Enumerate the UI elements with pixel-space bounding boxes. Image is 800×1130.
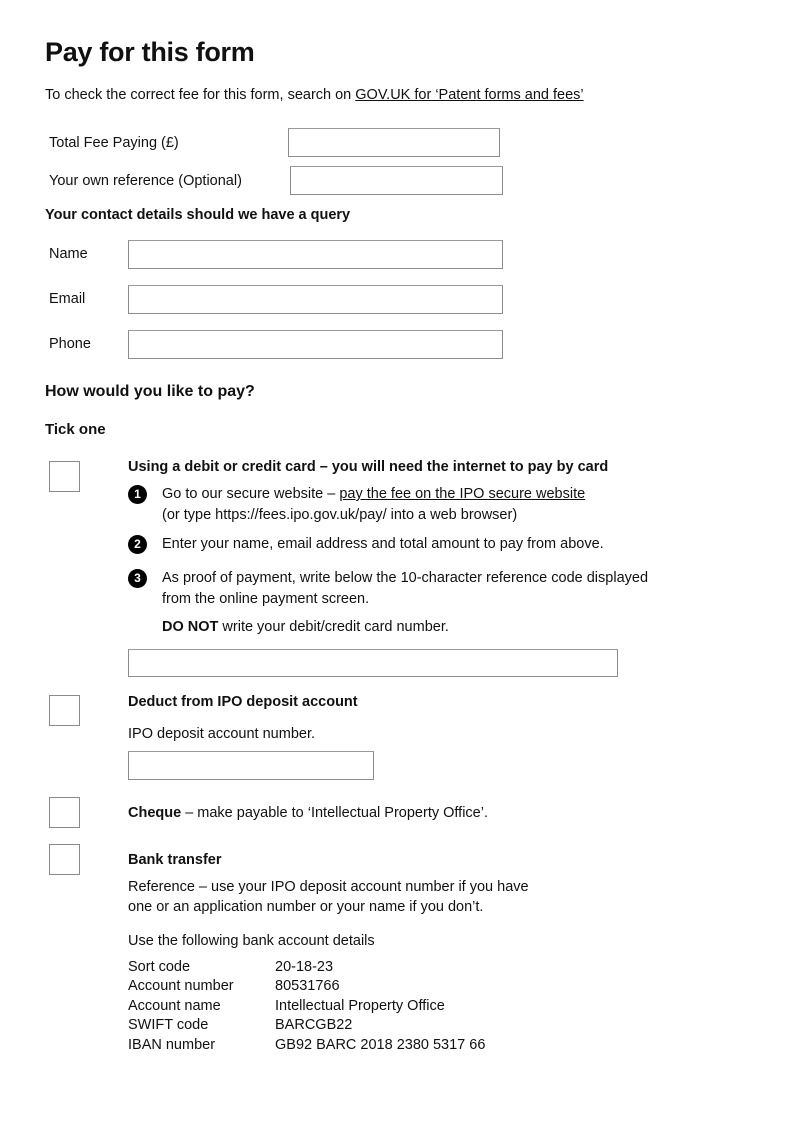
- do-not-rest: write your debit/credit card number.: [218, 619, 449, 635]
- contact-details-heading: Your contact details should we have a query: [45, 207, 351, 223]
- bank-details-intro: Use the following bank account details: [128, 933, 375, 949]
- cheque-title-bold: Cheque: [128, 805, 182, 821]
- cheque-title-rest: – make payable to ‘Intellectual Property Office’.: [181, 805, 488, 821]
- card-step-3: [128, 568, 728, 610]
- total-fee-row: [45, 128, 765, 158]
- step-1-badge-icon: 1: [128, 485, 147, 504]
- tick-one-label: Tick one: [45, 421, 106, 438]
- deposit-account-number-input[interactable]: [128, 751, 374, 780]
- phone-input[interactable]: [128, 330, 503, 359]
- bank-details-body: [128, 958, 485, 1055]
- deposit-account-sub-label: IPO deposit account number.: [128, 726, 315, 742]
- card-step-2: [128, 534, 728, 555]
- bank-detail-value: 80531766: [275, 978, 340, 995]
- total-fee-input[interactable]: [288, 128, 500, 157]
- checkbox-deduct-deposit-account[interactable]: [49, 695, 80, 726]
- checkbox-pay-by-card[interactable]: [49, 461, 80, 492]
- bank-account-details-table: [128, 958, 485, 1055]
- contact-phone-row: [45, 330, 765, 360]
- bank-detail-label: Sort code: [128, 959, 191, 975]
- bank-reference-line2: one or an application number or your name if you don’t.: [128, 899, 484, 915]
- reference-code-input[interactable]: [128, 649, 618, 677]
- phone-label: Phone: [49, 336, 91, 352]
- card-step-1-text: [162, 484, 728, 526]
- bank-detail-value: BARCGB22: [275, 1017, 353, 1034]
- bank-detail-label: Account name: [128, 997, 221, 1014]
- gov-uk-fees-link[interactable]: GOV.UK for ‘Patent forms and fees’: [355, 87, 584, 103]
- table-row: [128, 997, 485, 1016]
- ipo-secure-website-link[interactable]: pay the fee on the IPO secure website: [339, 486, 586, 502]
- card-step-1-prefix: Go to our secure website –: [162, 486, 340, 502]
- cheque-title: [128, 803, 488, 823]
- bank-detail-label: SWIFT code: [128, 1017, 209, 1034]
- pay-by-card-title: Using a debit or credit card – you will need the internet to pay by card: [128, 459, 609, 475]
- bank-detail-value: Intellectual Property Office: [275, 997, 445, 1014]
- bank-detail-label: IBAN number: [128, 1036, 216, 1053]
- own-reference-row: [45, 166, 765, 196]
- intro-prefix: To check the correct fee for this form, search on: [45, 87, 356, 103]
- table-row: [128, 958, 485, 977]
- bank-transfer-reference-text: [128, 877, 648, 917]
- table-row: [128, 977, 485, 996]
- card-step-3-line1: As proof of payment, write below the 10-character reference code displayed: [162, 570, 649, 586]
- name-label: Name: [49, 246, 88, 262]
- contact-name-row: [45, 240, 765, 270]
- card-step-2-text: Enter your name, email address and total amount to pay from above.: [162, 536, 604, 552]
- intro-text: [45, 86, 584, 105]
- payment-method-question: How would you like to pay?: [45, 383, 255, 400]
- name-input[interactable]: [128, 240, 503, 269]
- own-reference-label: Your own reference (Optional): [49, 173, 242, 189]
- table-row: [128, 1016, 485, 1035]
- card-step-3-text: [162, 568, 728, 610]
- email-label: Email: [49, 291, 86, 307]
- table-row: [128, 1036, 485, 1055]
- bank-detail-value: 20-18-23: [275, 959, 334, 975]
- checkbox-pay-by-cheque[interactable]: [49, 797, 80, 828]
- email-input[interactable]: [128, 285, 503, 314]
- card-step-1-line2: (or type https://fees.ipo.gov.uk/pay/ into a web browser): [162, 507, 518, 523]
- step-3-badge-icon: 3: [128, 569, 147, 588]
- deposit-account-title: Deduct from IPO deposit account: [128, 694, 358, 710]
- own-reference-input[interactable]: [290, 166, 503, 195]
- bank-detail-value: GB92 BARC 2018 2380 5317 66: [275, 1036, 486, 1053]
- page-title: Pay for this form: [45, 37, 255, 67]
- bank-transfer-title: Bank transfer: [128, 852, 222, 868]
- bank-reference-line1: Reference – use your IPO deposit account number if you have: [128, 879, 529, 895]
- card-step-3-line2: from the online payment screen.: [162, 591, 370, 607]
- contact-email-row: [45, 285, 765, 315]
- card-step-1: [128, 484, 728, 526]
- step-2-badge-icon: 2: [128, 535, 147, 554]
- bank-detail-label: Account number: [128, 978, 234, 995]
- do-not-warning: [162, 617, 449, 637]
- total-fee-label: Total Fee Paying (£): [49, 135, 179, 151]
- do-not-bold: DO NOT: [162, 619, 219, 635]
- checkbox-bank-transfer[interactable]: [49, 844, 80, 875]
